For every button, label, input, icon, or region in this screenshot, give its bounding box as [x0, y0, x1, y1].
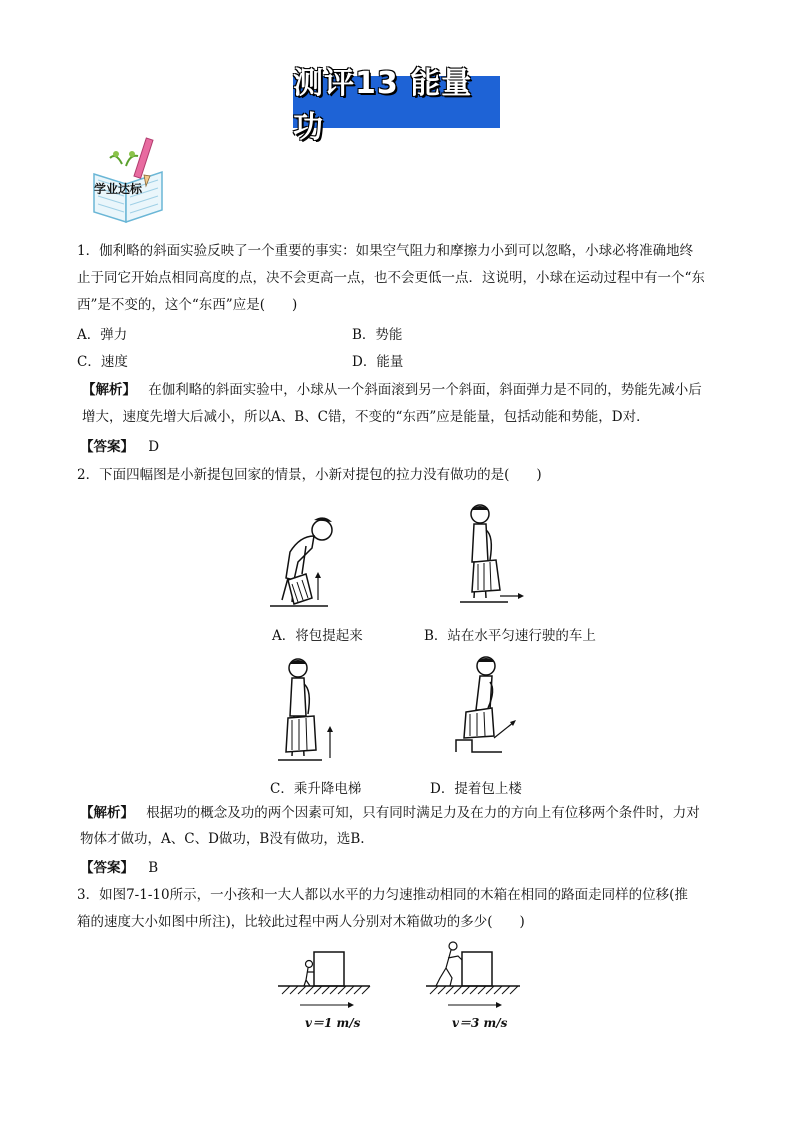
q3-stem-line-2: 箱的速度大小如图中所注)，比较此过程中两人分别对木箱做功的多少( ) [77, 914, 525, 930]
figure-c-elevator [272, 654, 342, 764]
q2-analysis-line-1: 根据功的概念及功的两个因素可知，只有同时满足力及在力的方向上有位移两个条件时，力对 [146, 805, 700, 821]
velocity-label-adult: v＝3 m/s [452, 1016, 508, 1030]
q2-answer [80, 858, 158, 878]
velocity-label-child: v＝1 m/s [305, 1016, 361, 1030]
q1-answer-value: D [148, 439, 160, 455]
figure-b-on-vehicle [456, 500, 532, 608]
figure-d-upstairs [452, 652, 524, 762]
q2-caption-a: A．将包提起来 [272, 628, 363, 644]
q1-analysis-line-2: 增大，速度先增大后减小，所以A、B、C错，不变的“东西”应是能量，包括动能和势能，D对． [82, 409, 650, 425]
q1-answer [80, 437, 159, 457]
figure-a-lift-bag [266, 508, 336, 612]
q2-analysis-label: 【解析】 [80, 805, 134, 821]
arrow-right-velocity [446, 1000, 506, 1010]
q1-option-b: B．势能 [352, 327, 403, 343]
q1-analysis-label: 【解析】 [82, 382, 136, 398]
q3-stem-line-1: 3．如图7-1-10所示，一小孩和一大人都以水平的力匀速推动相同的木箱在相同的路面走同样的位移(推 [77, 887, 688, 903]
figure-adult-push-box [424, 938, 524, 1004]
q1-option-a: A．弹力 [77, 327, 128, 343]
q1-analysis [82, 380, 702, 400]
q2-answer-value: B [148, 860, 159, 876]
q2-caption-b: B．站在水平匀速行驶的车上 [424, 628, 596, 644]
arrow-left-velocity [298, 1000, 358, 1010]
q1-stem-line-2: 止于同它开始点相同高度的点，决不会更高一点，也不会更低一点．这说明，小球在运动过程中有一个“东 [77, 270, 705, 286]
q1-analysis-line-1: 在伽利略的斜面实验中，小球从一个斜面滚到另一个斜面，斜面弹力是不同的，势能先减小后 [148, 382, 702, 398]
q2-caption-c: C．乘升降电梯 [270, 781, 362, 797]
section-badge: 学业达标 [94, 182, 143, 196]
q2-answer-label: 【答案】 [80, 860, 134, 876]
figure-child-push-box [276, 946, 372, 1004]
q1-answer-label: 【答案】 [80, 439, 134, 455]
q1-stem-line-1: 1．伽利略的斜面实验反映了一个重要的事实：如果空气阻力和摩擦力小到可以忽略，小球必将准确地终 [77, 243, 694, 259]
q1-stem-line-3: 西”是不变的，这个“东西”应是( ) [77, 297, 298, 313]
q1-option-d: D．能量 [352, 354, 404, 370]
q2-caption-d: D．提着包上楼 [430, 781, 522, 797]
page-title: 测评13 能量 功 [293, 66, 473, 145]
page-title-banner [293, 66, 500, 145]
q2-stem: 2．下面四幅图是小新提包回家的情景，小新对提包的拉力没有做功的是( ) [77, 467, 542, 483]
q2-analysis-line-2: 物体才做功，A、C、D做功，B没有做功，选B. [80, 831, 365, 847]
q1-option-c: C．速度 [77, 354, 128, 370]
q2-analysis [80, 803, 700, 823]
